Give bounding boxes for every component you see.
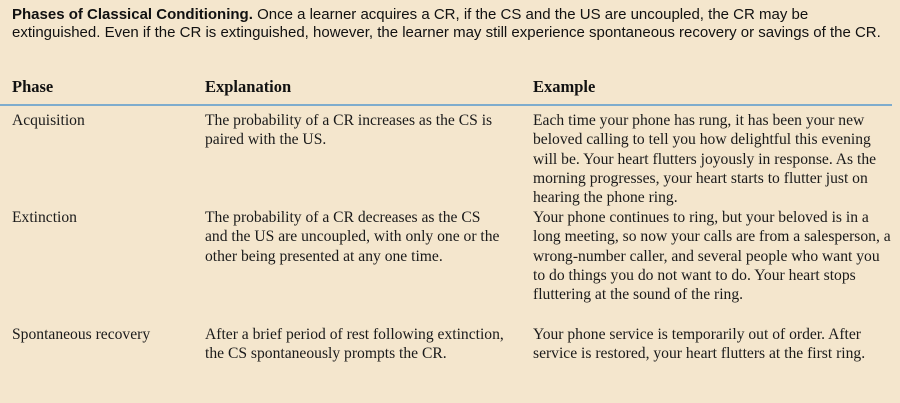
row-spontaneous-recovery-example: Your phone service is temporarily out of order. After service is restored, your heart flutters at the first ring.: [533, 326, 866, 363]
table-caption: [12, 6, 892, 42]
row-extinction-phase: Extinction: [12, 209, 77, 226]
row-acquisition-explanation: The probability of a CR increases as the CS is paired with the US.: [205, 112, 493, 149]
caption-title: Phases of Classical Conditioning.: [12, 6, 253, 23]
column-header-explanation: Explanation: [205, 77, 292, 96]
row-extinction-example: Your phone continues to ring, but your beloved is in a long meeting, so now your calls are from a salesperson, a wrong-number caller, and several people who want you to do things you do not want to do. Your heart stops fluttering at the sound of the ring.: [533, 209, 891, 304]
caption-text: Once a learner acquires a CR, if the CS and the US are uncoupled, the CR may be extinguished. Even if the CR is extinguished, however, the learner may still experience spontaneous recovery or savings of the CR.: [12, 6, 881, 41]
row-acquisition-phase: Acquisition: [12, 112, 85, 129]
column-header-example: Example: [533, 77, 596, 96]
header-divider: [0, 104, 892, 106]
column-header-phase: Phase: [12, 77, 54, 96]
row-spontaneous-recovery-phase: Spontaneous recovery: [12, 326, 151, 343]
row-acquisition-example: Each time your phone has rung, it has been your new beloved calling to tell you how delightful this evening will be. Your heart flutters joyously in response. As the morning progresses, your heart starts to flutter just on hearing the phone ring.: [533, 112, 877, 207]
row-extinction-explanation: The probability of a CR decreases as the CS and the US are uncoupled, with only one or the other being presented at any one time.: [205, 209, 500, 265]
table-header: [0, 70, 900, 104]
row-spontaneous-recovery-explanation: After a brief period of rest following extinction, the CS spontaneously prompts the CR.: [205, 326, 504, 363]
